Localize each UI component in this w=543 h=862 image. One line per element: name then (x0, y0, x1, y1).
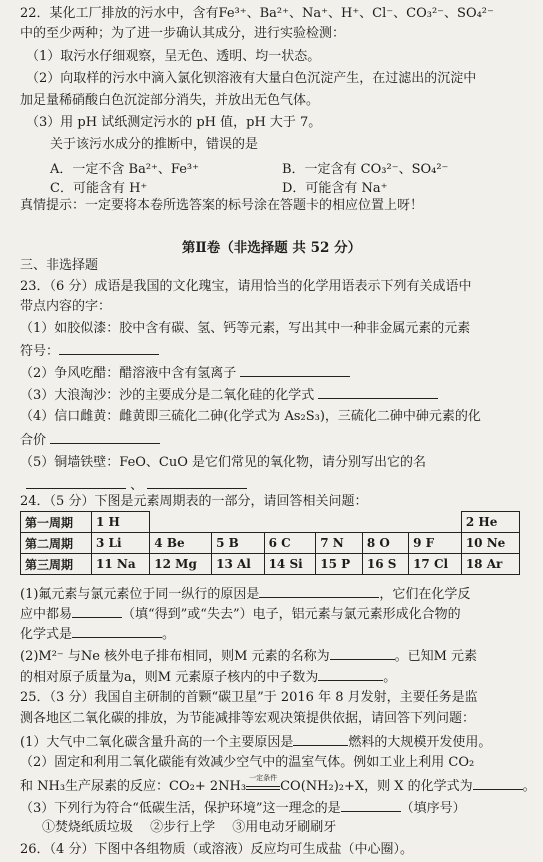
answer-blank[interactable] (318, 668, 383, 681)
period-label: 第三周期 (21, 554, 92, 575)
q24-q1c-tail: 。 (162, 627, 176, 642)
q26-line1: 26．（4 分）下图中各组物质（或溶液）反应均可生成盐（中心圈）。 (20, 842, 413, 857)
q24-q2b-text: 的相对原子质量为a，则M 元素原子核内的中子数为 (20, 670, 319, 685)
table-row (21, 512, 520, 533)
element-cell: 3 Li (92, 533, 150, 554)
element-cell: 18 Ar (461, 554, 519, 575)
q24-intro: 24．（5 分）下图是元素周期表的一部分，请回答相关问题： (20, 494, 368, 509)
answer-blank[interactable] (293, 733, 348, 746)
answer-blank[interactable] (318, 386, 438, 399)
q23-s5: （5）铜墙铁壁：FeO、CuO 是它们常见的氧化物，请分别写出它的名 (20, 455, 427, 470)
period-label: 第一周期 (21, 512, 92, 533)
q24-q2b-tail: 。 (383, 670, 397, 685)
answer-blank[interactable] (72, 625, 162, 638)
answer-blank[interactable] (330, 647, 395, 660)
reaction-arrow (246, 774, 280, 790)
q22-line1: 22．某化工厂排放的污水中，含有Fe³⁺、Ba²⁺、Na⁺、H⁺、Cl⁻、CO₃²⁻、SO₄²⁻ (20, 6, 494, 21)
q24-q1b (20, 605, 533, 623)
period-label: 第二周期 (21, 533, 92, 554)
q25-line1: 25．（3 分）我国自主研制的首颗“碳卫星”于 2016 年 8 月发射，主要任务是监 (20, 690, 478, 705)
q23-s3 (20, 386, 533, 404)
q25-s2d: 。 (522, 779, 536, 794)
element-cell: 14 Si (264, 554, 316, 575)
q23-s4b (20, 431, 533, 449)
answer-blank[interactable] (259, 585, 379, 598)
answer-blank[interactable] (147, 476, 247, 489)
q25-s2b (20, 774, 536, 795)
q24-q2a-tail: 。已知M 元素 (394, 649, 478, 664)
q25-line2: 测各地区二氧化碳的排放，为节能减排等宏观决策提供依据，请回答下列问题： (20, 711, 476, 726)
element-cell: 5 B (212, 533, 264, 554)
answer-blank[interactable] (26, 476, 126, 489)
q25-s1-tail: 燃料的大规模开发使用。 (348, 735, 492, 750)
q24-q2b (20, 668, 533, 686)
q25-s1 (20, 733, 533, 751)
q23-s2 (20, 364, 533, 382)
q25-s3-tail: （填序号） (400, 801, 466, 816)
q23-s1a: （1）如胶似漆：胶中含有碳、氢、钙等元素，写出其中一种非金属元素的元素 (20, 321, 471, 336)
q25-s2b-text: 和 NH₃生产尿素的反应：CO₂+ 2NH₃ (20, 779, 247, 794)
q23-s3-text: （3）大浪淘沙：沙的主要成分是二氧化硅的化学式 (20, 388, 315, 403)
answer-blank[interactable] (240, 364, 350, 377)
table-row (21, 554, 520, 575)
q22-step3: （3）用 pH 试纸测定污水的 pH 值，pH 大于 7。 (26, 115, 322, 130)
element-cell: 7 N (316, 533, 363, 554)
empty-gap (150, 512, 462, 533)
q25-s2c-text: CO(NH₂)₂+X，则 X 的化学式为 (280, 779, 473, 794)
answer-blank[interactable] (72, 605, 122, 618)
table-row (21, 533, 520, 554)
q24-q2a (20, 647, 533, 665)
element-cell: 1 H (92, 512, 150, 533)
part3-title: 三、非选择题 (20, 258, 99, 273)
q23-s4a: （4）信口雌黄：雌黄即三硫化二砷(化学式为 As₂S₃)，三硫化二砷中砷元素的化 (20, 409, 481, 424)
element-cell: 9 F (409, 533, 462, 554)
element-cell: 2 He (461, 512, 519, 533)
equals-sign (246, 786, 280, 790)
q25-s2a: （2）固定和利用二氧化碳能有效减少空气中的温室气体。例如工业上利用 CO₂ (20, 755, 475, 770)
element-cell: 13 Al (212, 554, 264, 575)
element-cell: 8 O (362, 533, 408, 554)
q22-step2a: （2）向取样的污水中滴入氯化钡溶液有大量白色沉淀产生，在过滤出的沉淀中 (26, 71, 477, 86)
q25-options: ①焚烧纸质垃圾 ②步行上学 ③用电动牙刷刷牙 (42, 820, 337, 835)
element-cell: 15 P (316, 554, 363, 575)
q22-line2: 中的至少两种；为了进一步确认其成分，进行实验检测： (20, 26, 346, 41)
answer-blank[interactable] (341, 799, 401, 812)
q24-q1c-text: 化学式是 (20, 627, 73, 642)
q22-tip: 真情提示：一定要将本卷所选答案的标号涂在答题卡的相应位置上呀！ (20, 198, 424, 213)
q23-s1b-text: 符号： (20, 344, 60, 359)
q23-s1b (20, 342, 533, 360)
q24-q1b-text: 应中都易 (20, 607, 73, 622)
q23-s4b-text: 合价 (20, 433, 47, 448)
q25-s3-text: （3）下列行为符合“低碳生活，保护环境”这一理念的是 (20, 801, 341, 816)
q24-q1a-tail: ，它们在化学反 (379, 587, 471, 602)
q25-s1-text: (1）大气中二氧化碳含量升高的一个主要原因是 (20, 735, 294, 750)
q23-separator: 、 (130, 478, 144, 493)
q22-ask: 关于该污水成分的推断中，错误的是 (50, 137, 259, 152)
element-cell: 12 Mg (150, 554, 212, 575)
answer-blank[interactable] (50, 431, 160, 444)
element-cell: 10 Ne (461, 533, 519, 554)
answer-blank[interactable] (59, 342, 159, 355)
q23-line2: 带点内容的字： (20, 299, 112, 314)
periodic-table (20, 511, 520, 575)
answer-blank[interactable] (473, 777, 523, 790)
q22-option-b: B．一定含有 CO₃²⁻、SO₄²⁻ (282, 162, 449, 177)
q24-q1a (20, 585, 533, 603)
q24-q1b-tail: （填“得到”或“失去”）电子，铝元素与氯元素形成化合物的 (122, 607, 461, 622)
element-cell: 16 S (362, 554, 408, 575)
q22-option-a: A．一定不含 Ba²⁺、Fe³⁺ (50, 162, 199, 177)
element-cell: 4 Be (150, 533, 212, 554)
q23-s5b (26, 476, 533, 494)
part2-title: 第Ⅱ卷（非选择题 共 52 分） (181, 240, 362, 256)
element-cell: 17 Cl (409, 554, 462, 575)
q25-s3 (20, 799, 533, 817)
reaction-condition: 一定条件 (249, 774, 278, 782)
q24-q1c (20, 625, 533, 643)
q23-line1: 23．（6 分）成语是我国的文化瑰宝，请用恰当的化学用语表示下列有关成语中 (20, 279, 472, 294)
element-cell: 11 Na (92, 554, 150, 575)
q22-option-d: D．可能含有 Na⁺ (282, 181, 388, 196)
q22-step1: （1）取污水仔细观察，呈无色、透明、均一状态。 (26, 49, 321, 64)
q24-q1a-text: (1)氟元素与氯元素位于同一纵行的原因是 (20, 587, 260, 602)
q22-step2b: 加足量稀硝酸白色沉淀部分消失，并放出无色气体。 (20, 93, 320, 108)
q24-q2a-text: (2)M²⁻ 与Ne 核外电子排布相同，则M 元素的名称为 (20, 649, 330, 664)
q22-option-c: C．可能含有 H⁺ (50, 181, 148, 196)
element-cell: 6 C (264, 533, 316, 554)
q23-s2-text: （2）争风吃醋：醋溶液中含有氢离子 (20, 366, 237, 381)
